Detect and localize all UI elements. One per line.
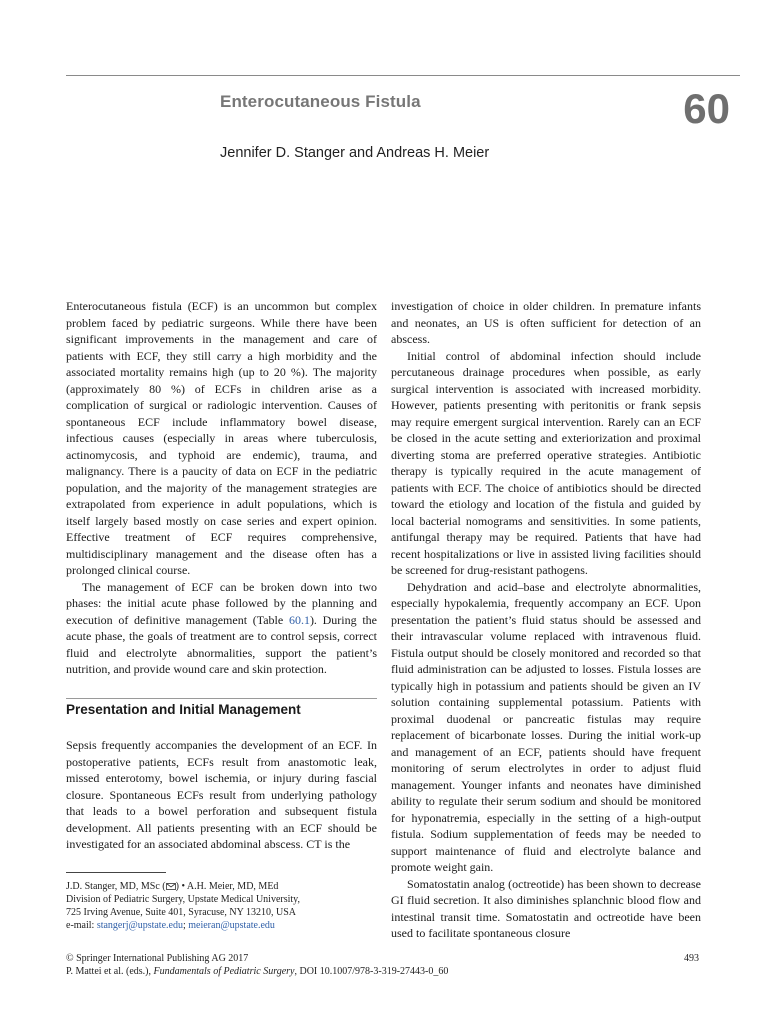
paragraph-sepsis: Sepsis frequently accompanies the development of an ECF. In postoperative patients, ECFs result from anastomotic leak, missed enterotomy, bowel ischemia, or injury during fascial closure. Spontaneous ECFs result from underlying pathology that leads to a bowel perforation and subsequent fistula development. All patients presenting with an ECF should be investigated for an associated abdominal abscess. CT is the (66, 738, 377, 851)
copyright-block (66, 953, 448, 978)
paragraph-intro: Enterocutaneous fistula (ECF) is an uncommon but complex problem faced by pediatric surgeons. While there have been significant improvements in the management and care of patients with ECF, they still carry a high morbidity and the associated mortality remains high (up to 20 %). The majority (approximately 80 %) of ECFs in children arise as a complication of surgical or radiologic intervention. Causes of spontaneous ECF include inflammatory bowel disease, infectious causes (especially in areas where tuberculosis, actinomycosis, and typhoid are endemic), trauma, and malignancy. There is a paucity of data on ECF in the pediatric population, and the majority of the management strategies are extrapolated from experience in adult populations, which is itself largely based mostly on case series and expert opinion. Effective treatment of ECF requires comprehensive, multidisciplinary management and the disease often has a prolonged clinical course. (66, 299, 377, 577)
citation-doi: , DOI 10.1007/978-3-319-27443-0_60 (294, 965, 449, 977)
citation-book-title: Fundamentals of Pediatric Surgery (153, 965, 295, 977)
footnote-author1: J.D. Stanger, MD, MSc ( (66, 881, 166, 892)
paragraph-investigation: investigation of choice in older children. In premature infants and neonates, an US is often sufficient for detection of an abscess. (391, 299, 701, 346)
footnote-address: 725 Irving Avenue, Suite 401, Syracuse, NY 13210, USA (66, 907, 296, 918)
footnote-author2: ) • A.H. Meier, MD, MEd (175, 881, 279, 892)
paragraph-dehydration: Dehydration and acid–base and electrolyte abnormalities, especially hypokalemia, frequently accompany an ECF. Upon presentation the patient’s fluid status should be assessed and their intravascular volume replaced with intravenous fluid. Fistula output should be closely monitored and recorded so that fluid administration can be adjusted to losses. Fistula losses are typically high in potassium and patients should be given an IV solution containing supplemental potassium. Patients with proximal duodenal or pancreatic fistulas may require replacement of bicarbonate losses. During the initial work-up and management of an ECF, patients should have frequent monitoring of serum electrolytes in order to adjust fluid management. Younger infants and neonates have diminished ability to regulate their serum sodium and should be monitored for hyponatremia, especially in the setting of a high-output fistula. Sodium supplementation of feeds may be needed to support maintenance of fluid and electrolyte balance and promote weight gain. (391, 579, 701, 874)
top-rule (66, 75, 740, 76)
footnote-email-line (66, 919, 300, 932)
page-number: 493 (684, 953, 699, 964)
citation-line (66, 966, 448, 979)
footnote-authors (66, 880, 300, 893)
citation-editors: P. Mattei et al. (eds.), (66, 965, 154, 977)
chapter-title: Enterocutaneous Fistula (220, 92, 421, 111)
email-link-meier[interactable]: meieran@upstate.edu (188, 920, 275, 931)
paragraph-text: The management of ECF can be broken down into two phases: the initial acute phase followed by the planning and execution of definitive management (Table (66, 579, 377, 627)
email-label: e-mail: (66, 920, 97, 931)
section-rule (66, 698, 377, 699)
right-column (391, 298, 701, 942)
footnote-affiliation: Division of Pediatric Surgery, Upstate Medical University, (66, 894, 301, 905)
left-column (66, 298, 377, 678)
table-reference-link[interactable]: 60.1 (288, 612, 310, 627)
envelope-icon (166, 883, 176, 890)
email-link-stanger[interactable]: stangerj@upstate.edu (96, 920, 183, 931)
section-heading: Presentation and Initial Management (66, 702, 301, 717)
chapter-authors: Jennifer D. Stanger and Andreas H. Meier (220, 145, 490, 161)
left-column-section (66, 737, 377, 853)
paragraph-text: ). During the acute phase, the goals of treatment are to control sepsis, correct fluid and electrolyte abnormalities, support the patient’s nutrition, and provide wound care and skin protection. (66, 612, 377, 676)
chapter-number: 60 (683, 85, 730, 132)
footnote-rule (66, 872, 166, 873)
email-separator: ; (182, 920, 189, 931)
paragraph-somatostatin: Somatostatin analog (octreotide) has been shown to decrease GI fluid secretion. It also diminishes splanchnic blood flow and intestinal transit time. Somatostatin and octreotide have been used to facilitate spontaneous closure (391, 876, 701, 940)
author-footnote (66, 880, 300, 932)
paragraph-management-phases (66, 579, 377, 678)
paragraph-infection-control: Initial control of abdominal infection should include percutaneous drainage procedures when possible, as early surgical intervention is associated with increased morbidity. However, patients presenting with peritonitis or frank sepsis may require emergent surgical intervention. Rarely can an ECF be closed in the acute setting and exteriorization and proximal diverting stoma are preferred operative strategies. Antibiotic therapy is typically required in the acute management of patients with ECF. The choice of antibiotics should be directed toward the etiology and location of the fistula and guided by local bacterial nomograms and sensitivities. In some patients, antifungal therapy may be required. Patients that have had recent hospitalizations or live in assisted living facilities should be screened for drug-resistant pathogens. (391, 348, 701, 577)
copyright-line: © Springer International Publishing AG 2017 (66, 953, 249, 964)
